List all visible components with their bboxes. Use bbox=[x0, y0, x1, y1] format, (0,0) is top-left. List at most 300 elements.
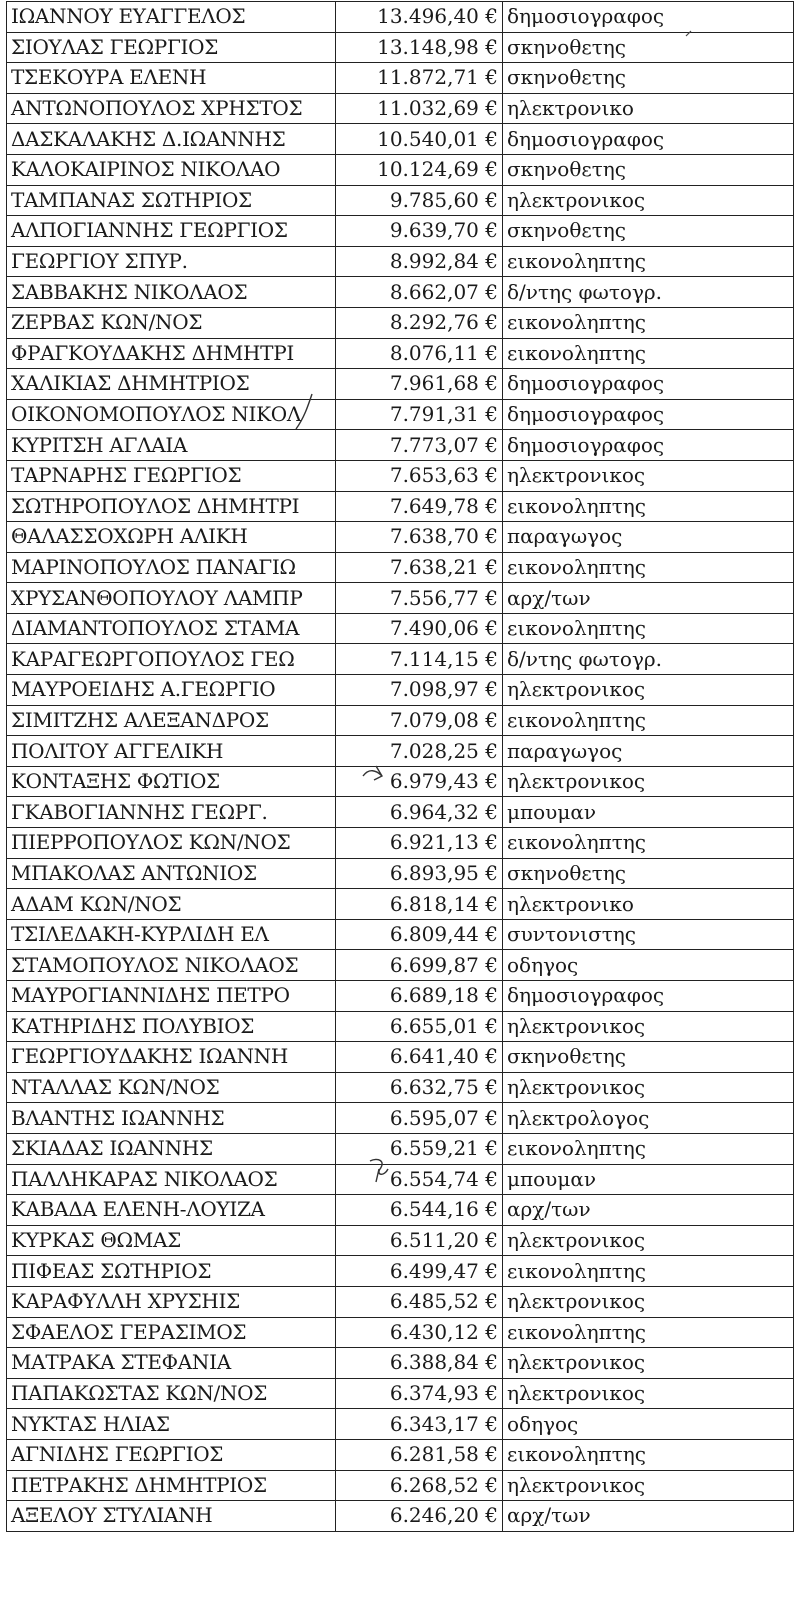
salary-amount: 7.638,70 bbox=[389, 524, 479, 549]
employee-name: ΣΩΤΗΡΟΠΟΥΛΟΣ ΔΗΜΗΤΡΙ bbox=[7, 491, 336, 522]
salary-amount-cell bbox=[336, 1286, 503, 1317]
euro-symbol: € bbox=[485, 65, 498, 90]
employee-name: ΠΕΤΡΑΚΗΣ ΔΗΜΗΤΡΙΟΣ bbox=[7, 1470, 336, 1501]
salary-amount-cell bbox=[336, 950, 503, 981]
euro-symbol: € bbox=[485, 922, 498, 947]
table-row bbox=[7, 93, 794, 124]
salary-amount-cell bbox=[336, 828, 503, 859]
job-title: σκηνοθετης bbox=[503, 154, 794, 185]
table-row bbox=[7, 1042, 794, 1073]
euro-symbol: € bbox=[485, 707, 498, 732]
employee-name: ΤΣΕΚΟΥΡΑ ΕΛΕΝΗ bbox=[7, 63, 336, 94]
salary-amount: 6.689,18 bbox=[389, 983, 479, 1008]
salary-amount-cell bbox=[336, 491, 503, 522]
table-row bbox=[7, 1256, 794, 1287]
table-row bbox=[7, 1439, 794, 1470]
table-row bbox=[7, 124, 794, 155]
table-row bbox=[7, 797, 794, 828]
salary-amount-cell bbox=[336, 1470, 503, 1501]
euro-symbol: € bbox=[485, 1044, 498, 1069]
salary-amount-cell bbox=[336, 766, 503, 797]
euro-symbol: € bbox=[485, 126, 498, 151]
table-row bbox=[7, 1103, 794, 1134]
table-row bbox=[7, 1195, 794, 1226]
table-row bbox=[7, 277, 794, 308]
table-row bbox=[7, 246, 794, 277]
salary-amount: 7.490,06 bbox=[389, 616, 479, 641]
job-title: εικονοληπτης bbox=[503, 1317, 794, 1348]
employee-name: ΠΑΠΑΚΩΣΤΑΣ ΚΩΝ/ΝΟΣ bbox=[7, 1378, 336, 1409]
salary-amount: 6.388,84 bbox=[389, 1350, 479, 1375]
scanned-salary-sheet bbox=[6, 1, 794, 1532]
salary-amount: 6.964,32 bbox=[389, 799, 479, 824]
salary-amount: 8.992,84 bbox=[389, 249, 479, 274]
euro-symbol: € bbox=[485, 799, 498, 824]
table-row bbox=[7, 552, 794, 583]
job-title: δημοσιογραφος bbox=[503, 2, 794, 33]
salary-amount-cell bbox=[336, 1042, 503, 1073]
table-row bbox=[7, 981, 794, 1012]
salary-amount-cell bbox=[336, 583, 503, 614]
euro-symbol: € bbox=[485, 371, 498, 396]
salary-amount: 11.032,69 bbox=[377, 96, 479, 121]
table-row bbox=[7, 1164, 794, 1195]
salary-amount-cell bbox=[336, 889, 503, 920]
job-title: δημοσιογραφος bbox=[503, 981, 794, 1012]
table-row bbox=[7, 950, 794, 981]
table-row bbox=[7, 63, 794, 94]
euro-symbol: € bbox=[485, 96, 498, 121]
employee-name: ΑΓΝΙΔΗΣ ΓΕΩΡΓΙΟΣ bbox=[7, 1439, 336, 1470]
job-title: εικονοληπτης bbox=[503, 828, 794, 859]
table-row bbox=[7, 216, 794, 247]
salary-amount: 6.374,93 bbox=[389, 1381, 479, 1406]
salary-amount: 6.485,52 bbox=[389, 1289, 479, 1314]
employee-name: ΖΕΡΒΑΣ ΚΩΝ/ΝΟΣ bbox=[7, 307, 336, 338]
salary-amount: 10.124,69 bbox=[377, 157, 479, 182]
table-row bbox=[7, 154, 794, 185]
table-row bbox=[7, 307, 794, 338]
euro-symbol: € bbox=[485, 1136, 498, 1161]
euro-symbol: € bbox=[485, 1013, 498, 1038]
job-title: μπουμαν bbox=[503, 1164, 794, 1195]
salary-amount: 7.773,07 bbox=[389, 432, 479, 457]
salary-amount-cell bbox=[336, 1348, 503, 1379]
job-title: ηλεκτρονικος bbox=[503, 1011, 794, 1042]
euro-symbol: € bbox=[485, 554, 498, 579]
table-row bbox=[7, 919, 794, 950]
salary-amount: 6.499,47 bbox=[389, 1258, 479, 1283]
employee-name: ΚΟΝΤΑΞΗΣ ΦΩΤΙΟΣ bbox=[7, 766, 336, 797]
euro-symbol: € bbox=[485, 1166, 498, 1191]
table-row bbox=[7, 1348, 794, 1379]
salary-amount-cell bbox=[336, 277, 503, 308]
salary-amount: 7.556,77 bbox=[389, 585, 479, 610]
euro-symbol: € bbox=[485, 340, 498, 365]
euro-symbol: € bbox=[485, 1411, 498, 1436]
salary-amount-cell bbox=[336, 644, 503, 675]
salary-amount-cell bbox=[336, 93, 503, 124]
euro-symbol: € bbox=[485, 1075, 498, 1100]
employee-name: ΚΥΡΙΤΣΗ ΑΓΛΑΙΑ bbox=[7, 430, 336, 461]
table-row bbox=[7, 1470, 794, 1501]
table-row bbox=[7, 32, 794, 63]
salary-amount: 6.430,12 bbox=[389, 1319, 479, 1344]
job-title: δημοσιογραφος bbox=[503, 399, 794, 430]
employee-name: ΣΙΜΙΤΖΗΣ ΑΛΕΞΑΝΔΡΟΣ bbox=[7, 705, 336, 736]
salary-amount-cell bbox=[336, 1072, 503, 1103]
euro-symbol: € bbox=[485, 1350, 498, 1375]
table-row bbox=[7, 460, 794, 491]
salary-amount: 6.281,58 bbox=[389, 1442, 479, 1467]
table-row bbox=[7, 858, 794, 889]
job-title: ηλεκτρονικος bbox=[503, 1225, 794, 1256]
job-title: ηλεκτρονικο bbox=[503, 93, 794, 124]
salary-amount-cell bbox=[336, 1103, 503, 1134]
salary-amount: 8.662,07 bbox=[389, 279, 479, 304]
job-title: σκηνοθετης bbox=[503, 1042, 794, 1073]
salary-amount-cell bbox=[336, 1164, 503, 1195]
employee-name: ΠΑΛΛΗΚΑΡΑΣ ΝΙΚΟΛΑΟΣ bbox=[7, 1164, 336, 1195]
salary-amount-cell bbox=[336, 797, 503, 828]
salary-amount: 7.114,15 bbox=[389, 646, 479, 671]
job-title: μπουμαν bbox=[503, 797, 794, 828]
job-title: ηλεκτρονικος bbox=[503, 1470, 794, 1501]
employee-name: ΔΑΣΚΑΛΑΚΗΣ Δ.ΙΩΑΝΝΗΣ bbox=[7, 124, 336, 155]
employee-name: ΚΑΡΑΦΥΛΛΗ ΧΡΥΣΗΙΣ bbox=[7, 1286, 336, 1317]
employee-name: ΜΑΥΡΟΕΙΔΗΣ Α.ΓΕΩΡΓΙΟ bbox=[7, 675, 336, 706]
table-row bbox=[7, 613, 794, 644]
employee-name: ΠΙΕΡΡΟΠΟΥΛΟΣ ΚΩΝ/ΝΟΣ bbox=[7, 828, 336, 859]
employee-name: ΚΑΛΟΚΑΙΡΙΝΟΣ ΝΙΚΟΛΑΟ bbox=[7, 154, 336, 185]
salary-amount: 7.638,21 bbox=[389, 554, 479, 579]
employee-name: ΝΤΑΛΛΑΣ ΚΩΝ/ΝΟΣ bbox=[7, 1072, 336, 1103]
salary-amount: 6.893,95 bbox=[389, 860, 479, 885]
euro-symbol: € bbox=[485, 983, 498, 1008]
salary-amount-cell bbox=[336, 1317, 503, 1348]
employee-name: ΣΚΙΑΔΑΣ ΙΩΑΝΝΗΣ bbox=[7, 1133, 336, 1164]
euro-symbol: € bbox=[485, 249, 498, 274]
job-title: εικονοληπτης bbox=[503, 491, 794, 522]
salary-amount-cell bbox=[336, 1011, 503, 1042]
employee-name: ΠΙΦΕΑΣ ΣΩΤΗΡΙΟΣ bbox=[7, 1256, 336, 1287]
employee-name: ΑΝΤΩΝΟΠΟΥΛΟΣ ΧΡΗΣΤΟΣ bbox=[7, 93, 336, 124]
employee-name: ΜΑΤΡΑΚΑ ΣΤΕΦΑΝΙΑ bbox=[7, 1348, 336, 1379]
salary-amount: 6.246,20 bbox=[389, 1503, 479, 1528]
salary-amount: 8.292,76 bbox=[389, 310, 479, 335]
job-title: ηλεκτρονικος bbox=[503, 1286, 794, 1317]
euro-symbol: € bbox=[485, 279, 498, 304]
employee-name: ΦΡΑΓΚΟΥΔΑΚΗΣ ΔΗΜΗΤΡΙ bbox=[7, 338, 336, 369]
euro-symbol: € bbox=[485, 891, 498, 916]
employee-name: ΧΑΛΙΚΙΑΣ ΔΗΜΗΤΡΙΟΣ bbox=[7, 369, 336, 400]
employee-name: ΣΑΒΒΑΚΗΣ ΝΙΚΟΛΑΟΣ bbox=[7, 277, 336, 308]
job-title: εικονοληπτης bbox=[503, 1439, 794, 1470]
salary-amount: 6.809,44 bbox=[389, 922, 479, 947]
job-title: ηλεκτρονικος bbox=[503, 675, 794, 706]
employee-name: ΚΑΒΑΔΑ ΕΛΕΝΗ-ΛΟΥΙΖΑ bbox=[7, 1195, 336, 1226]
job-title: σκηνοθετης bbox=[503, 858, 794, 889]
salary-amount-cell bbox=[336, 919, 503, 950]
employee-name: ΜΑΡΙΝΟΠΟΥΛΟΣ ΠΑΝΑΓΙΩ bbox=[7, 552, 336, 583]
salary-amount: 6.268,52 bbox=[389, 1472, 479, 1497]
euro-symbol: € bbox=[485, 4, 498, 29]
job-title: αρχ/των bbox=[503, 1195, 794, 1226]
euro-symbol: € bbox=[485, 677, 498, 702]
salary-amount: 6.699,87 bbox=[389, 952, 479, 977]
table-row bbox=[7, 1011, 794, 1042]
euro-symbol: € bbox=[485, 1289, 498, 1314]
table-row bbox=[7, 644, 794, 675]
salary-amount: 6.632,75 bbox=[389, 1075, 479, 1100]
salary-amount: 6.554,74 bbox=[389, 1166, 479, 1191]
job-title: δημοσιογραφος bbox=[503, 430, 794, 461]
salary-amount: 13.496,40 bbox=[377, 4, 479, 29]
table-row bbox=[7, 369, 794, 400]
salary-amount-cell bbox=[336, 675, 503, 706]
salary-amount: 6.818,14 bbox=[389, 891, 479, 916]
salary-amount-cell bbox=[336, 1439, 503, 1470]
euro-symbol: € bbox=[485, 157, 498, 182]
salary-amount-cell bbox=[336, 32, 503, 63]
employee-name: ΓΕΩΡΓΙΟΥ ΣΠΥΡ. bbox=[7, 246, 336, 277]
salary-amount-cell bbox=[336, 399, 503, 430]
job-title: αρχ/των bbox=[503, 583, 794, 614]
table-row bbox=[7, 1409, 794, 1440]
salary-amount-cell bbox=[336, 1409, 503, 1440]
salary-amount-cell bbox=[336, 1378, 503, 1409]
job-title: δ/ντης φωτογρ. bbox=[503, 277, 794, 308]
euro-symbol: € bbox=[485, 952, 498, 977]
table-row bbox=[7, 430, 794, 461]
salary-amount: 7.028,25 bbox=[389, 738, 479, 763]
salary-amount-cell bbox=[336, 858, 503, 889]
job-title: σκηνοθετης bbox=[503, 63, 794, 94]
table-row bbox=[7, 675, 794, 706]
salary-amount-cell bbox=[336, 63, 503, 94]
euro-symbol: € bbox=[485, 585, 498, 610]
table-row bbox=[7, 583, 794, 614]
salary-amount: 7.079,08 bbox=[389, 707, 479, 732]
salary-amount-cell bbox=[336, 307, 503, 338]
salary-table-body bbox=[7, 2, 794, 1532]
salary-amount: 7.653,63 bbox=[389, 463, 479, 488]
salary-amount-cell bbox=[336, 369, 503, 400]
salary-table bbox=[6, 1, 794, 1532]
salary-amount-cell bbox=[336, 1195, 503, 1226]
euro-symbol: € bbox=[485, 1105, 498, 1130]
job-title: εικονοληπτης bbox=[503, 613, 794, 644]
salary-amount-cell bbox=[336, 185, 503, 216]
euro-symbol: € bbox=[485, 463, 498, 488]
salary-amount: 6.921,13 bbox=[389, 830, 479, 855]
salary-amount-cell bbox=[336, 246, 503, 277]
job-title: σκηνοθετης bbox=[503, 216, 794, 247]
employee-name: ΤΣΙΛΕΔΑΚΗ-ΚΥΡΛΙΔΗ ΕΛ bbox=[7, 919, 336, 950]
job-title: ηλεκτρονικος bbox=[503, 1378, 794, 1409]
salary-amount-cell bbox=[336, 2, 503, 33]
table-row bbox=[7, 736, 794, 767]
euro-symbol: € bbox=[485, 1503, 498, 1528]
table-row bbox=[7, 705, 794, 736]
employee-name: ΑΛΠΟΓΙΑΝΝΗΣ ΓΕΩΡΓΙΟΣ bbox=[7, 216, 336, 247]
salary-amount: 6.641,40 bbox=[389, 1044, 479, 1069]
salary-amount: 11.872,71 bbox=[377, 65, 479, 90]
euro-symbol: € bbox=[485, 310, 498, 335]
salary-amount: 6.595,07 bbox=[389, 1105, 479, 1130]
employee-name: ΣΤΑΜΟΠΟΥΛΟΣ ΝΙΚΟΛΑΟΣ bbox=[7, 950, 336, 981]
salary-amount: 7.649,78 bbox=[389, 493, 479, 518]
euro-symbol: € bbox=[485, 860, 498, 885]
job-title: οδηγος bbox=[503, 1409, 794, 1440]
job-title: δημοσιογραφος bbox=[503, 369, 794, 400]
salary-amount: 9.639,70 bbox=[389, 218, 479, 243]
euro-symbol: € bbox=[485, 1258, 498, 1283]
employee-name: ΑΔΑΜ ΚΩΝ/ΝΟΣ bbox=[7, 889, 336, 920]
salary-amount: 7.791,31 bbox=[389, 402, 479, 427]
euro-symbol: € bbox=[485, 1472, 498, 1497]
euro-symbol: € bbox=[485, 1442, 498, 1467]
job-title: σκηνοθετης bbox=[503, 32, 794, 63]
euro-symbol: € bbox=[485, 432, 498, 457]
salary-amount-cell bbox=[336, 705, 503, 736]
employee-name: ΒΛΑΝΤΗΣ ΙΩΑΝΝΗΣ bbox=[7, 1103, 336, 1134]
salary-amount-cell bbox=[336, 338, 503, 369]
salary-amount-cell bbox=[336, 430, 503, 461]
salary-amount-cell bbox=[336, 1225, 503, 1256]
job-title: συντονιστης bbox=[503, 919, 794, 950]
euro-symbol: € bbox=[485, 830, 498, 855]
job-title: παραγωγος bbox=[503, 522, 794, 553]
table-row bbox=[7, 828, 794, 859]
euro-symbol: € bbox=[485, 218, 498, 243]
salary-amount: 6.979,43 bbox=[389, 769, 479, 794]
job-title: αρχ/των bbox=[503, 1501, 794, 1532]
employee-name: ΣΙΟΥΛΑΣ ΓΕΩΡΓΙΟΣ bbox=[7, 32, 336, 63]
salary-amount: 13.148,98 bbox=[377, 34, 479, 59]
table-row bbox=[7, 1286, 794, 1317]
job-title: εικονοληπτης bbox=[503, 552, 794, 583]
table-row bbox=[7, 1501, 794, 1532]
table-row bbox=[7, 1317, 794, 1348]
job-title: ηλεκτρονικος bbox=[503, 1072, 794, 1103]
job-title: δημοσιογραφος bbox=[503, 124, 794, 155]
employee-name: ΟΙΚΟΝΟΜΟΠΟΥΛΟΣ ΝΙΚΟΛ bbox=[7, 399, 336, 430]
employee-name: ΜΠΑΚΟΛΑΣ ΑΝΤΩΝΙΟΣ bbox=[7, 858, 336, 889]
employee-name: ΝΥΚΤΑΣ ΗΛΙΑΣ bbox=[7, 1409, 336, 1440]
table-row bbox=[7, 889, 794, 920]
table-row bbox=[7, 2, 794, 33]
euro-symbol: € bbox=[485, 34, 498, 59]
salary-amount: 10.540,01 bbox=[377, 126, 479, 151]
employee-name: ΜΑΥΡΟΓΙΑΝΝΙΔΗΣ ΠΕΤΡΟ bbox=[7, 981, 336, 1012]
job-title: ηλεκτρονικος bbox=[503, 460, 794, 491]
employee-name: ΧΡΥΣΑΝΘΟΠΟΥΛΟΥ ΛΑΜΠΡ bbox=[7, 583, 336, 614]
job-title: παραγωγος bbox=[503, 736, 794, 767]
employee-name: ΤΑΜΠΑΝΑΣ ΣΩΤΗΡΙΟΣ bbox=[7, 185, 336, 216]
euro-symbol: € bbox=[485, 738, 498, 763]
euro-symbol: € bbox=[485, 402, 498, 427]
salary-amount-cell bbox=[336, 522, 503, 553]
employee-name: ΚΥΡΚΑΣ ΘΩΜΑΣ bbox=[7, 1225, 336, 1256]
employee-name: ΘΑΛΑΣΣΟΧΩΡΗ ΑΛΙΚΗ bbox=[7, 522, 336, 553]
salary-amount-cell bbox=[336, 736, 503, 767]
euro-symbol: € bbox=[485, 1381, 498, 1406]
table-row bbox=[7, 1072, 794, 1103]
employee-name: ΚΑΤΗΡΙΔΗΣ ΠΟΛΥΒΙΟΣ bbox=[7, 1011, 336, 1042]
salary-amount-cell bbox=[336, 1133, 503, 1164]
employee-name: ΤΑΡΝΑΡΗΣ ΓΕΩΡΓΙΟΣ bbox=[7, 460, 336, 491]
table-row bbox=[7, 1133, 794, 1164]
job-title: ηλεκτρολογος bbox=[503, 1103, 794, 1134]
table-row bbox=[7, 1225, 794, 1256]
salary-amount: 7.961,68 bbox=[389, 371, 479, 396]
salary-amount: 6.544,16 bbox=[389, 1197, 479, 1222]
euro-symbol: € bbox=[485, 524, 498, 549]
table-row bbox=[7, 1378, 794, 1409]
table-row bbox=[7, 338, 794, 369]
employee-name: ΣΦΑΕΛΟΣ ΓΕΡΑΣΙΜΟΣ bbox=[7, 1317, 336, 1348]
employee-name: ΑΞΕΛΟΥ ΣΤΥΛΙΑΝΗ bbox=[7, 1501, 336, 1532]
table-row bbox=[7, 399, 794, 430]
job-title: εικονοληπτης bbox=[503, 246, 794, 277]
job-title: ηλεκτρονικος bbox=[503, 766, 794, 797]
euro-symbol: € bbox=[485, 187, 498, 212]
employee-name: ΔΙΑΜΑΝΤΟΠΟΥΛΟΣ ΣΤΑΜΑ bbox=[7, 613, 336, 644]
table-row bbox=[7, 491, 794, 522]
salary-amount: 6.559,21 bbox=[389, 1136, 479, 1161]
euro-symbol: € bbox=[485, 493, 498, 518]
employee-name: ΚΑΡΑΓΕΩΡΓΟΠΟΥΛΟΣ ΓΕΩ bbox=[7, 644, 336, 675]
salary-amount-cell bbox=[336, 981, 503, 1012]
euro-symbol: € bbox=[485, 616, 498, 641]
salary-amount-cell bbox=[336, 154, 503, 185]
job-title: εικονοληπτης bbox=[503, 307, 794, 338]
employee-name: ΠΟΛΙΤΟΥ ΑΓΓΕΛΙΚΗ bbox=[7, 736, 336, 767]
table-row bbox=[7, 522, 794, 553]
salary-amount-cell bbox=[336, 613, 503, 644]
salary-amount-cell bbox=[336, 124, 503, 155]
table-row bbox=[7, 185, 794, 216]
salary-amount: 6.511,20 bbox=[389, 1228, 479, 1253]
job-title: δ/ντης φωτογρ. bbox=[503, 644, 794, 675]
euro-symbol: € bbox=[485, 646, 498, 671]
salary-amount: 6.343,17 bbox=[389, 1411, 479, 1436]
job-title: οδηγος bbox=[503, 950, 794, 981]
euro-symbol: € bbox=[485, 769, 498, 794]
employee-name: ΙΩΑΝΝΟΥ ΕΥΑΓΓΕΛΟΣ bbox=[7, 2, 336, 33]
euro-symbol: € bbox=[485, 1197, 498, 1222]
employee-name: ΓΕΩΡΓΙΟΥΔΑΚΗΣ ΙΩΑΝΝΗ bbox=[7, 1042, 336, 1073]
euro-symbol: € bbox=[485, 1228, 498, 1253]
job-title: εικονοληπτης bbox=[503, 705, 794, 736]
salary-amount-cell bbox=[336, 1501, 503, 1532]
euro-symbol: € bbox=[485, 1319, 498, 1344]
salary-amount: 6.655,01 bbox=[389, 1013, 479, 1038]
job-title: ηλεκτρονικος bbox=[503, 185, 794, 216]
job-title: ηλεκτρονικος bbox=[503, 1348, 794, 1379]
salary-amount-cell bbox=[336, 460, 503, 491]
salary-amount: 9.785,60 bbox=[389, 187, 479, 212]
job-title: εικονοληπτης bbox=[503, 1256, 794, 1287]
salary-amount-cell bbox=[336, 552, 503, 583]
salary-amount: 7.098,97 bbox=[389, 677, 479, 702]
salary-amount-cell bbox=[336, 216, 503, 247]
job-title: εικονοληπτης bbox=[503, 338, 794, 369]
job-title: εικονοληπτης bbox=[503, 1133, 794, 1164]
employee-name: ΓΚΑΒΟΓΙΑΝΝΗΣ ΓΕΩΡΓ. bbox=[7, 797, 336, 828]
salary-amount-cell bbox=[336, 1256, 503, 1287]
